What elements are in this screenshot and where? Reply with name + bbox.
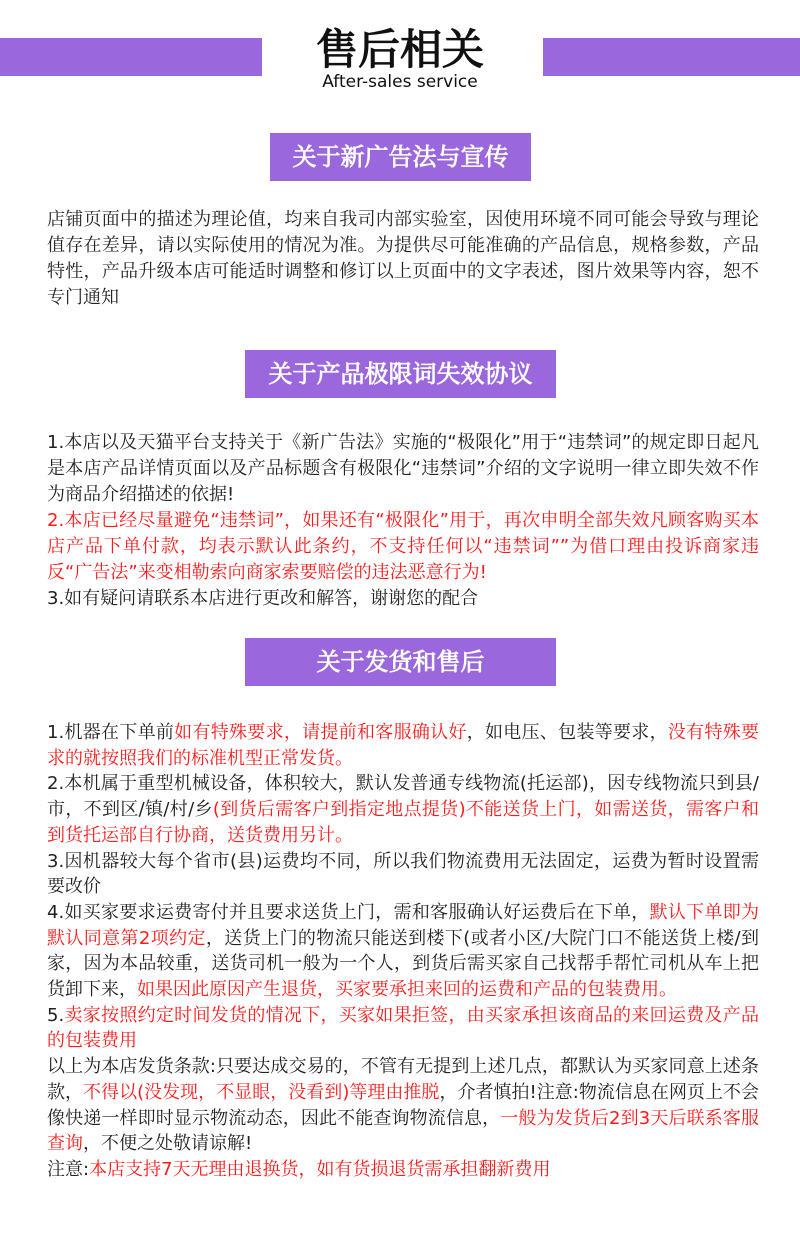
highlighted-text: 默认下单即为默认同意第2项约定	[47, 901, 760, 949]
paragraph	[47, 771, 759, 848]
section-heading-extreme-words: 关于产品极限词失效协议	[245, 350, 556, 398]
paragraph	[47, 1003, 759, 1054]
body-text: 5.	[47, 1004, 65, 1026]
body-text: ，送货上门的物流只能送到楼下(或者小区/大院门口不能送货上楼/到家，因为本品较重，送货司机一般为一个人，到货后需买家自己找帮手帮忙司机从车上把货卸下来，	[47, 927, 759, 1001]
body-text: 3.如有疑问请联系本店进行更改和解答，谢谢您的配合	[47, 588, 479, 609]
body-text: ，介者慎拍!注意:物流信息在网页上不会像快递一样即时显示物流动态，因此不能查询物流信息，	[47, 1081, 760, 1129]
paragraph	[47, 207, 759, 311]
highlighted-text: 卖家按照约定时间发货的情况下，买家如果拒签，由买家承担该商品的来回运费及产品的包装费用	[47, 1004, 759, 1052]
paragraph	[47, 849, 759, 900]
highlighted-text: 2.本店已经尽量避免“违禁词”，如果还有“极限化”用于，再次申明全部失效凡顾客购买本店产品下单付款，均表示默认此条约，不支持任何以“违禁词””为借口理由投诉商家违反“广告法”来变相勒索向商家索要赔偿的违法恶意行为!	[47, 510, 759, 583]
body-text: 1.机器在下单前	[47, 722, 175, 743]
body-text: 3.因机器较大每个省市(县)运费均不同，所以我们物流费用无法固定，运费为暂时设置需要改价	[47, 850, 759, 898]
paragraph	[47, 586, 759, 612]
body-text: 2.本机属于重型机械设备，体积较大，默认发普通专线物流(托运部)，因专线物流只到县/市，不到区/镇/村/乡	[47, 773, 759, 821]
paragraph	[47, 720, 759, 771]
body-text: 注意:	[47, 1158, 90, 1180]
section-body-ad-law	[47, 207, 759, 311]
highlighted-text: (到货后需客户到指定地点提货)不能送货上门，如需送货，需客户和到货托运部自行协商，送货费用另计。	[47, 799, 759, 846]
body-text: 店铺页面中的描述为理论值，均来自我司内部实验室，因使用环境不同可能会导致与理论值存在差异，请以实际使用的情况为准。为提供尽可能准确的产品信息，规格参数，产品特性，产品升级本店可能适时调整和修订以上页面中的文字表述，图片效果等内容，恕不专门通知	[47, 209, 759, 308]
paragraph	[47, 430, 759, 508]
highlighted-text: 不得以(没发现，不显眼，没看到)等理由推脱	[83, 1081, 440, 1103]
paragraph	[47, 1054, 759, 1157]
body-text: ，不便之处敬请谅解!	[83, 1133, 253, 1155]
body-text: 1.本店以及天猫平台支持关于《新广告法》实施的“极限化”用于“违禁词”的规定即日起凡是本店产品详情页面以及产品标题含有极限化“违禁词”介绍的文字说明一律立即失效不作为商品介绍描述的依据!	[47, 432, 759, 505]
paragraph	[47, 1157, 759, 1183]
section-heading-ad-law: 关于新广告法与宣传	[270, 133, 531, 181]
body-text: 4.如买家要求运费寄付并且要求送货上门，需和客服确认好运费后在下单，	[47, 901, 650, 923]
body-text: ，如电压、包装等要求，	[466, 722, 668, 743]
page-subtitle: After-sales service	[322, 72, 478, 92]
paragraph	[47, 508, 759, 586]
highlighted-text: 没有特殊要求的就按照我们的标准机型正常发货。	[47, 722, 760, 769]
section-heading-shipping: 关于发货和售后	[245, 638, 556, 686]
section-body-extreme-words	[47, 430, 759, 612]
highlighted-text: 如有特殊要求，请提前和客服确认好	[174, 722, 467, 743]
body-text: 以上为本店发货条款:只要达成交易的，不管有无提到上述几点，都默认为买家同意上述条款，	[47, 1056, 759, 1103]
paragraph	[47, 900, 759, 1003]
section-body-shipping	[47, 720, 759, 1183]
highlighted-text: 如果因此原因产生退货，买家要承担来回的运费和产品的包装费用。	[137, 979, 677, 1001]
highlighted-text: 一般为发货后2到3天后联系客服查询	[47, 1107, 759, 1155]
page-title: 售后相关	[315, 25, 484, 74]
highlighted-text: 本店支持7天无理由退换货，如有货损退货需承担翻新费用	[89, 1158, 551, 1180]
